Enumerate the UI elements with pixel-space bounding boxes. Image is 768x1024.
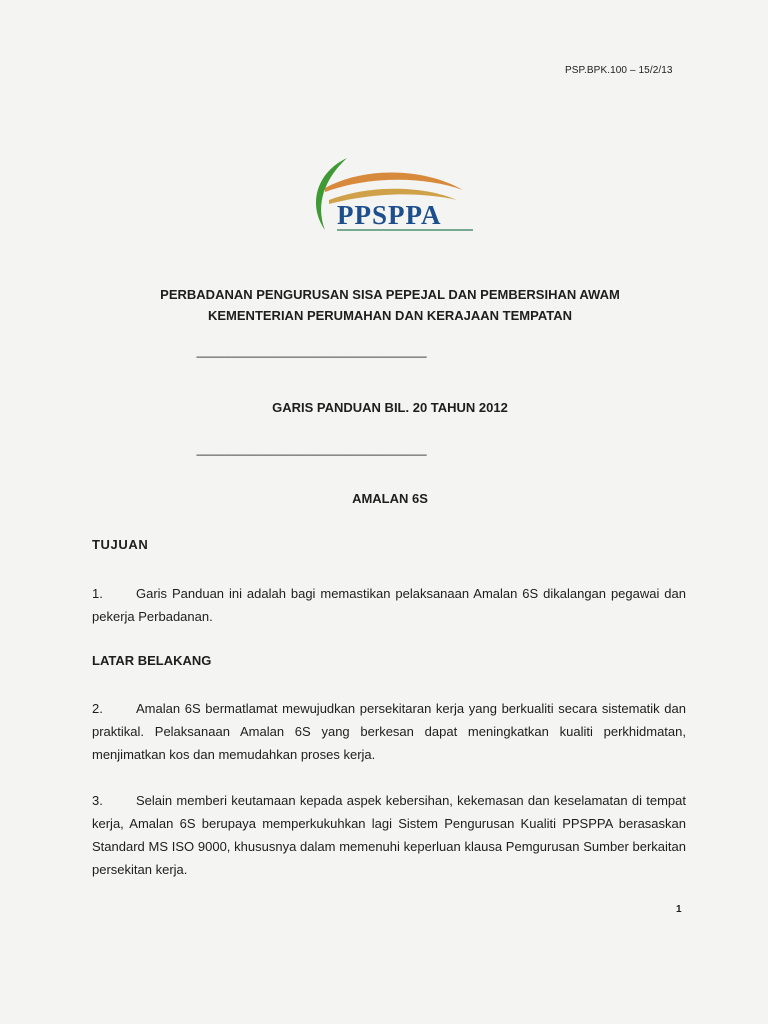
guideline-title: GARIS PANDUAN BIL. 20 TAHUN 2012 xyxy=(272,400,508,415)
paragraph-number: 1. xyxy=(92,586,103,601)
paragraph-number: 2. xyxy=(92,701,103,716)
paragraph-3 xyxy=(92,789,686,881)
paragraph-text: Amalan 6S bermatlamat mewujudkan persekitaran kerja yang berkualiti secara sistematik dan praktikal. Pelaksanaan Amalan 6S yang berkesan dapat meningkatkan kualiti perkhidmatan, menjimatkan kos dan memudahkan proses kerja. xyxy=(92,701,686,762)
ministry-name: KEMENTERIAN PERUMAHAN DAN KERAJAAN TEMPATAN xyxy=(208,308,572,323)
paragraph-number: 3. xyxy=(92,793,103,808)
subject-title: AMALAN 6S xyxy=(352,491,428,506)
paragraph-1 xyxy=(92,582,686,628)
section-heading-tujuan: TUJUAN xyxy=(92,537,149,552)
ppsppa-logo-graphic xyxy=(295,152,485,238)
ppsppa-logo xyxy=(295,152,485,238)
section-heading-latar-belakang: LATAR BELAKANG xyxy=(92,653,212,668)
organization-heading xyxy=(90,284,690,326)
dashed-separator-bottom: ------------------------------------------------------------------------------------------------------------ xyxy=(196,450,427,461)
page-number: 1 xyxy=(676,904,682,915)
organization-name: PERBADANAN PENGURUSAN SISA PEPEJAL DAN PEMBERSIHAN AWAM xyxy=(160,287,620,302)
paragraph-text: Garis Panduan ini adalah bagi memastikan pelaksanaan Amalan 6S dikalangan pegawai dan pekerja Perbadanan. xyxy=(92,586,686,624)
paragraph-text: Selain memberi keutamaan kepada aspek kebersihan, kekemasan dan keselamatan di tempat kerja, Amalan 6S berupaya memperkukuhkan lagi Sistem Pengurusan Kualiti PPSPPA berasaskan Standard MS ISO 9000, khususnya dalam memenuhi keperluan klausa Pemgurusan Sumber berkaitan persekitan kerja. xyxy=(92,793,686,877)
dashed-separator-top: ------------------------------------------------------------------------------------------------------------ xyxy=(196,352,427,363)
logo-text: PPSPPA xyxy=(337,200,442,230)
paragraph-2 xyxy=(92,697,686,766)
document-reference: PSP.BPK.100 – 15/2/13 xyxy=(565,65,673,76)
